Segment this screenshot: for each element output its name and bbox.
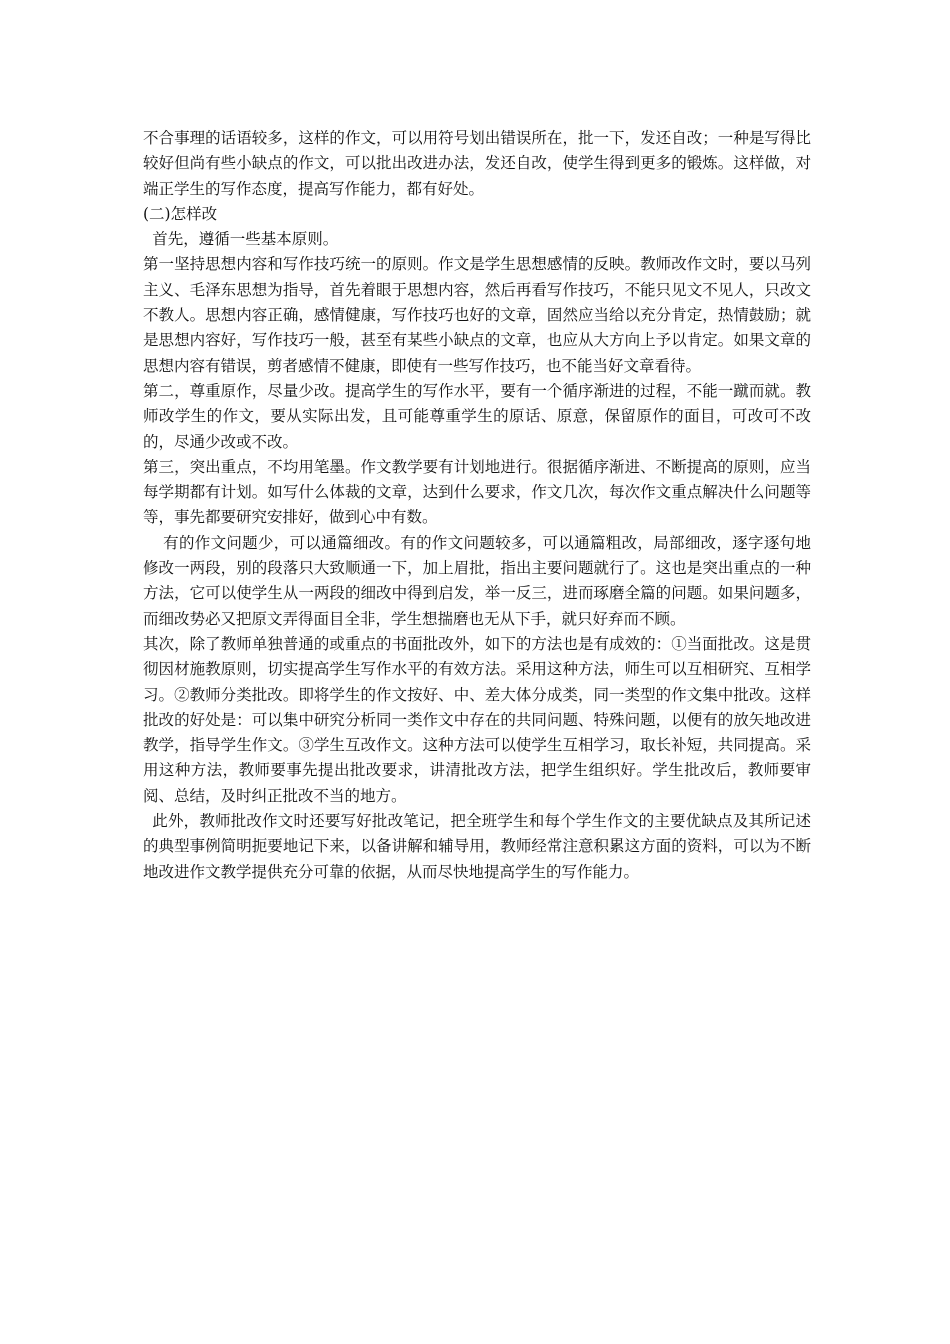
paragraph-principle-2: 第二，尊重原作，尽量少改。提高学生的写作水平，要有一个循序渐进的过程，不能一蹴而就。教师改学生的作文，要从实际出发，且可能尊重学生的原话、原意，保留原作的面目，可改可不改的，尽通少改或不改。	[143, 381, 811, 451]
paragraph-principle-3: 第三，突出重点，不均用笔墨。作文教学要有计划地进行。很据循序渐进、不断提高的原则，应当每学期都有计划。如写什么体裁的文章，达到什么要求，作文几次，每次作文重点解决什么问题等等，事先都要研究安排好，做到心中有数。	[143, 457, 811, 527]
paragraph-methods: 其次，除了教师单独普通的或重点的书面批改外，如下的方法也是有成效的：①当面批改。这是贯彻因材施教原则，切实提高学生写作水平的有效方法。采用这种方法，师生可以互相研究、互相学习。②教师分类批改。即将学生的作文按好、中、差大体分成类，同一类型的作文集中批改。这样批改的好处是：可以集中研究分析同一类作文中存在的共同问题、特殊问题，以便有的放矢地改进教学，指导学生作文。③学生互改作文。这种方法可以使学生互相学习，取长补短，共同提高。采用这种方法，教师要事先提出批改要求，讲清批改方法，把学生组织好。学生批改后，教师要审阅、总结，及时纠正批改不当的地方。	[143, 634, 811, 805]
document-body	[143, 126, 811, 885]
paragraph-principles-intro: 首先，遵循一些基本原则。	[152, 230, 339, 249]
paragraph-principle-1: 第一坚持思想内容和写作技巧统一的原则。作文是学生思想感情的反映。教师改作文时，要以马列主义、毛泽东思想为指导，首先着眼于思想内容，然后再看写作技巧，不能只见文不见人，只改文不教人。思想内容正确，感情健康，写作技巧也好的文章，固然应当给以充分肯定，热情鼓励；就是思想内容好，写作技巧一般，甚至有某些小缺点的文章，也应从大方向上予以肯定。如果文章的思想内容有错误，剪者感情不健康，即使有一些写作技巧，也不能当好文章看待。	[143, 255, 811, 375]
paragraph-notes: 此外，教师批改作文时还要写好批改笔记，把全班学生和每个学生作文的主要优缺点及其所记述的典型事例简明扼要地记下来，以备讲解和辅导用，教师经常注意积累这方面的资料，可以为不断地改进作文教学提供充分可靠的依据，从而尽快地提高学生的写作能力。	[143, 812, 811, 881]
section-heading: (二)怎样改	[143, 204, 218, 223]
paragraph-detail-revision: 有的作文问题少，可以通篇细改。有的作文问题较多，可以通篇粗改，局部细改，逐字逐句地修改一两段，别的段落只大致顺通一下，加上眉批，指出主要问题就行了。这也是突出重点的一种方法，它可以使学生从一两段的细改中得到启发，举一反三，进而琢磨全篇的问题。如果问题多，而细改势必又把原文弄得面目全非，学生想揣磨也无从下手，就只好弃而不顾。	[143, 533, 811, 628]
paragraph-1: 不合事理的话语较多，这样的作文，可以用符号划出错误所在，批一下，发还自改；一种是写得比较好但尚有些小缺点的作文，可以批出改进办法，发还自改，使学生得到更多的锻炼。这样做，对端正学生的写作态度，提高写作能力，都有好处。	[143, 129, 811, 198]
